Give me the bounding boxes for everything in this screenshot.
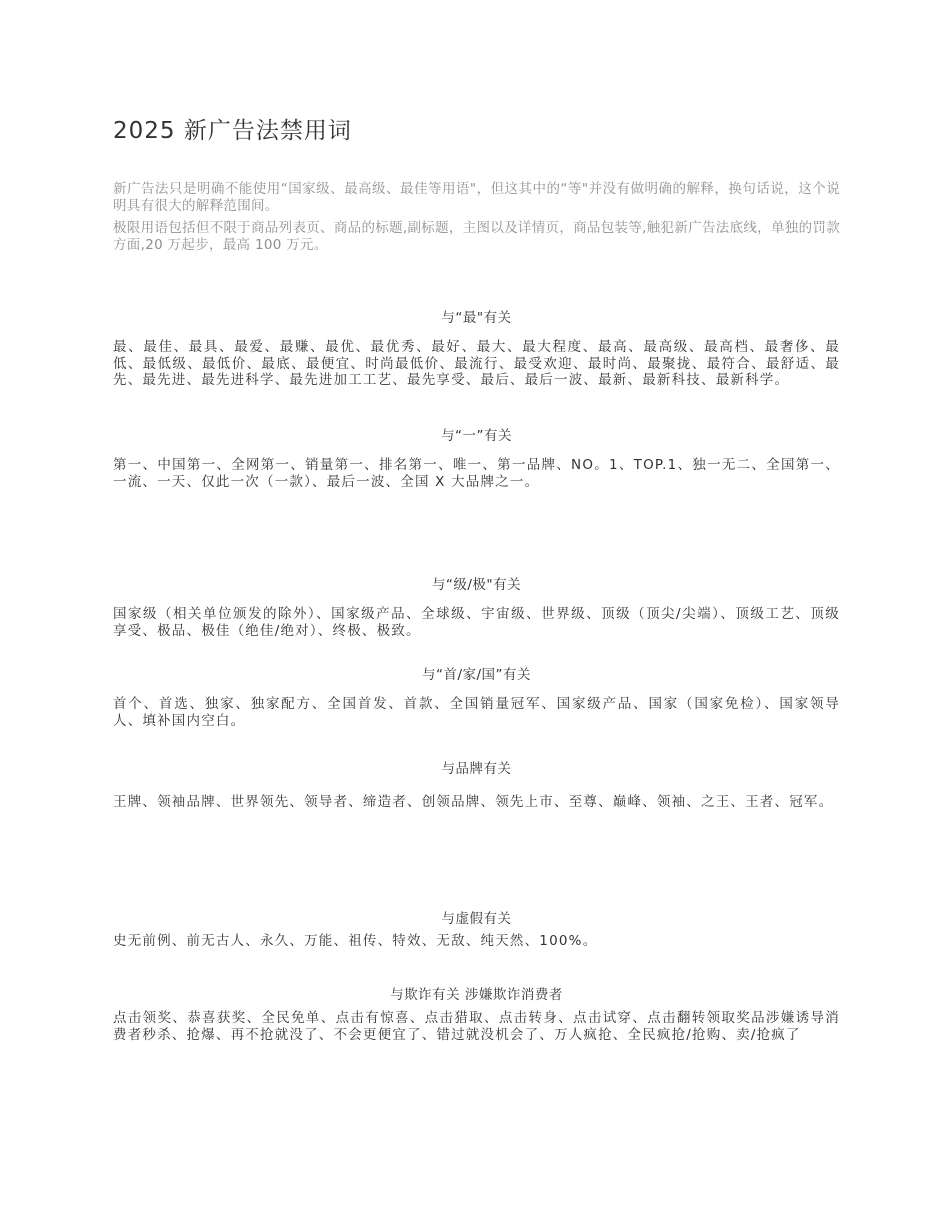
section-heading-yi: 与“一”有关 — [441, 428, 512, 444]
section-heading-shou-jia-guo: 与“首/家/国”有关 — [421, 667, 532, 683]
section-text-ji: 国家级（相关单位颁发的除外）、国家级产品、全球级、宇宙级、世界级、顶级（顶尖/尖端）、顶级工艺、顶级享受、极品、极佳（绝佳/绝对）、终极、极致。 — [113, 606, 840, 639]
section-heading-ji: 与“级/极"有关 — [431, 577, 522, 593]
section-text-zui: 最、最佳、最具、最爱、最赚、最优、最优秀、最好、最大、最大程度、最高、最高级、最高档、最奢侈、最低、最低级、最低价、最底、最便宜、时尚最低价、最流行、最受欢迎、最时尚、最聚拢、最符合、最舒适、最先、最先进、最先进科学、最先进加工工艺、最先享受、最后、最后一波、最新、最新科技、最新科学。 — [113, 339, 840, 388]
section-text-brand: 王牌、领袖品牌、世界领先、领导者、缔造者、创领品牌、领先上市、至尊、巅峰、领袖、之王、王者、冠军。 — [113, 794, 834, 810]
section-text-fraud: 点击领奖、恭喜获奖、全民免单、点击有惊喜、点击猎取、点击转身、点击试穿、点击翻转领取奖品涉嫌诱导消费者秒杀、抢爆、再不抢就没了、不会更便宜了、错过就没机会了、万人疯抢、全民疯抢/抢购、卖/抢疯了 — [113, 1010, 840, 1043]
section-heading-brand: 与品牌有关 — [441, 761, 512, 777]
section-text-false: 史无前例、前无古人、永久、万能、祖传、特效、无敌、纯天然、100%。 — [113, 933, 598, 949]
section-text-yi: 第一、中国第一、全网第一、销量第一、排名第一、唯一、第一品牌、NO。1、TOP.1、独一无二、全国第一、一流、一天、仅此一次（一款）、最后一波、全国 X 大品牌之一。 — [113, 457, 840, 490]
document-title: 2025 新广告法禁用词 — [113, 118, 352, 144]
section-text-shou-jia-guo: 首个、首选、独家、独家配方、全国首发、首款、全国销量冠军、国家级产品、国家（国家免检）、国家领导人、填补国内空白。 — [113, 696, 840, 729]
intro-paragraph: 新广告法只是明确不能使用“国家级、最高级、最佳等用语"，但这其中的“等"并没有做明确的解释，换句话说，这个说明具有很大的解释范围间。 — [113, 181, 840, 214]
section-heading-fraud: 与欺诈有关 涉嫌欺诈消费者 — [390, 987, 563, 1003]
intro-paragraph: 极限用语包括但不限于商品列表页、商品的标题,副标题，主图以及详情页，商品包装等,触犯新广告法底线，单独的罚款方面,20 万起步，最高 100 万元。 — [113, 220, 840, 253]
section-heading-zui: 与“最"有关 — [441, 310, 512, 326]
section-heading-false: 与虚假有关 — [441, 911, 512, 927]
